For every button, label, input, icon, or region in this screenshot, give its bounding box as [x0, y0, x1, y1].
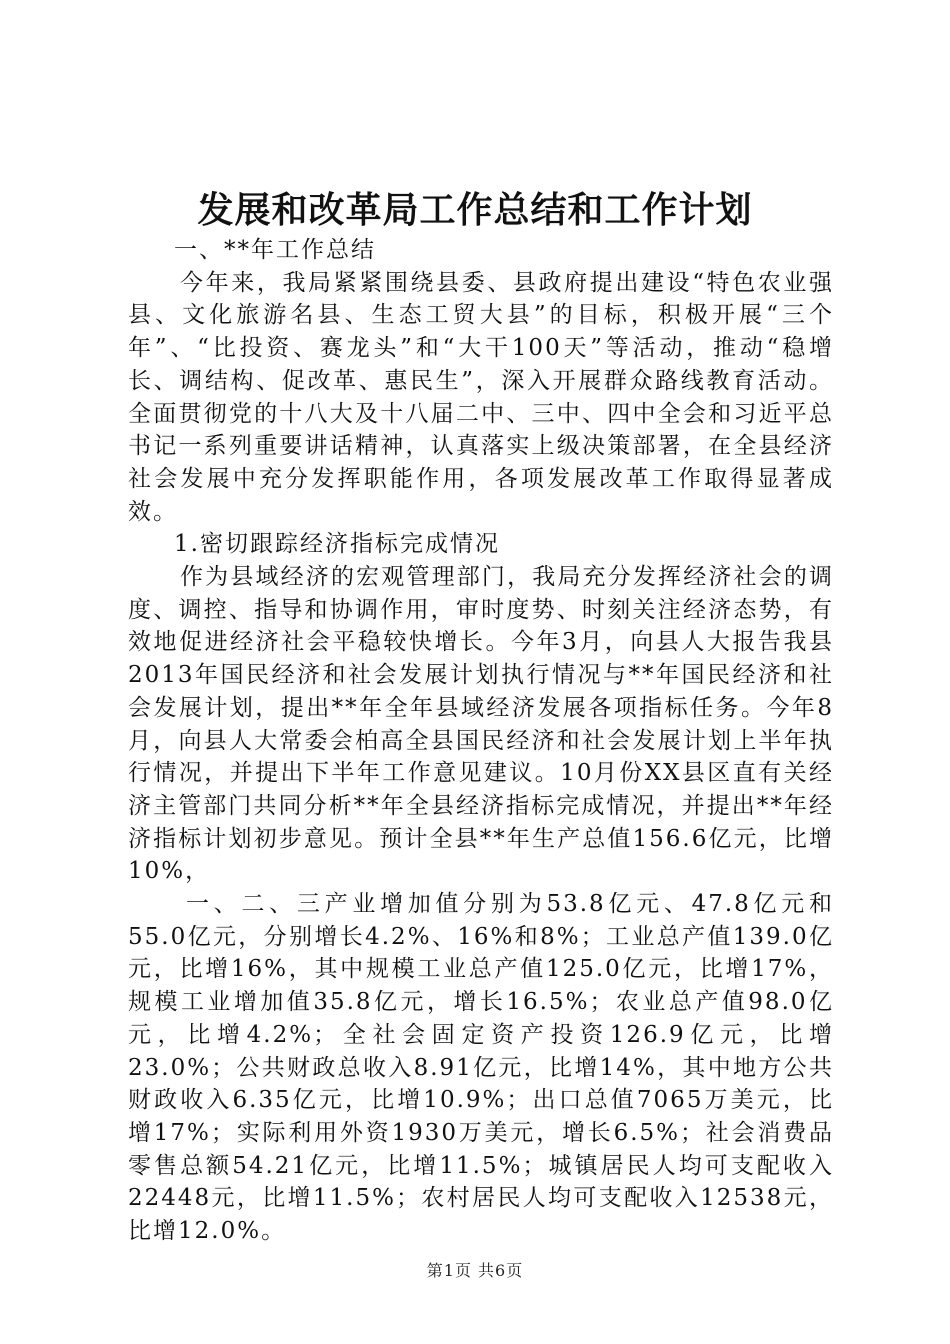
page-footer: 第1页 共6页: [426, 1261, 524, 1280]
document-body: [128, 234, 834, 1248]
section-heading: 一、**年工作总结: [174, 237, 376, 263]
paragraph: 今年来，我局紧紧围绕县委、县政府提出建设“特色农业强县、文化旅游名县、生态工贸大县”的目标，积极开展“三个年”、“比投资、赛龙头”和“大干100天”等活动，推动“稳增长、调结构、促改革、惠民生”，深入开展群众路线教育活动。全面贯彻党的十八大及十八届二中、三中、四中全会和习近平总书记一系列重要讲话精神，认真落实上级决策部署，在全县经济社会发展中充分发挥职能作用，各项发展改革工作取得显著成效。: [128, 269, 834, 525]
document-title: 发展和改革局工作总结和工作计划: [197, 189, 753, 231]
paragraph: 一、二、三产业增加值分别为53.8亿元、47.8亿元和55.0亿元，分别增长4.2%、16%和8%；工业总产值139.0亿元，比增16%，其中规模工业总产值125.0亿元，比增17%，规模工业增加值35.8亿元，增长16.5%；农业总产值98.0亿元，比增4.2%；全社会固定资产投资126.9亿元，比增23.0%；公共财政总收入8.91亿元，比增14%，其中地方公共财政收入6.35亿元，比增10.9%；出口总值7065万美元，比增17%；实际利用外资1930万美元，增长6.5%；社会消费品零售总额54.21亿元，比增11.5%；城镇居民人均可支配收入22448元，比增11.5%；农村居民人均可支配收入12538元，比增12.0%。: [128, 891, 834, 1245]
paragraph: 作为县域经济的宏观管理部门，我局充分发挥经济社会的调度、调控、指导和协调作用，审时度势、时刻关注经济态势，有效地促进经济社会平稳较快增长。今年3月，向县人大报告我县2013年国民经济和社会发展计划执行情况与**年国民经济和社会发展计划，提出**年全年县域经济发展各项指标任务。今年8月，向县人大常委会柏高全县国民经济和社会发展计划上半年执行情况，并提出下半年工作意见建议。10月份XX县区直有关经济主管部门共同分析**年全县经济指标完成情况，并提出**年经济指标计划初步意见。预计全县**年生产总值156.6亿元，比增10%，: [128, 564, 834, 885]
subsection-heading: 1.密切跟踪经济指标完成情况: [174, 531, 500, 558]
